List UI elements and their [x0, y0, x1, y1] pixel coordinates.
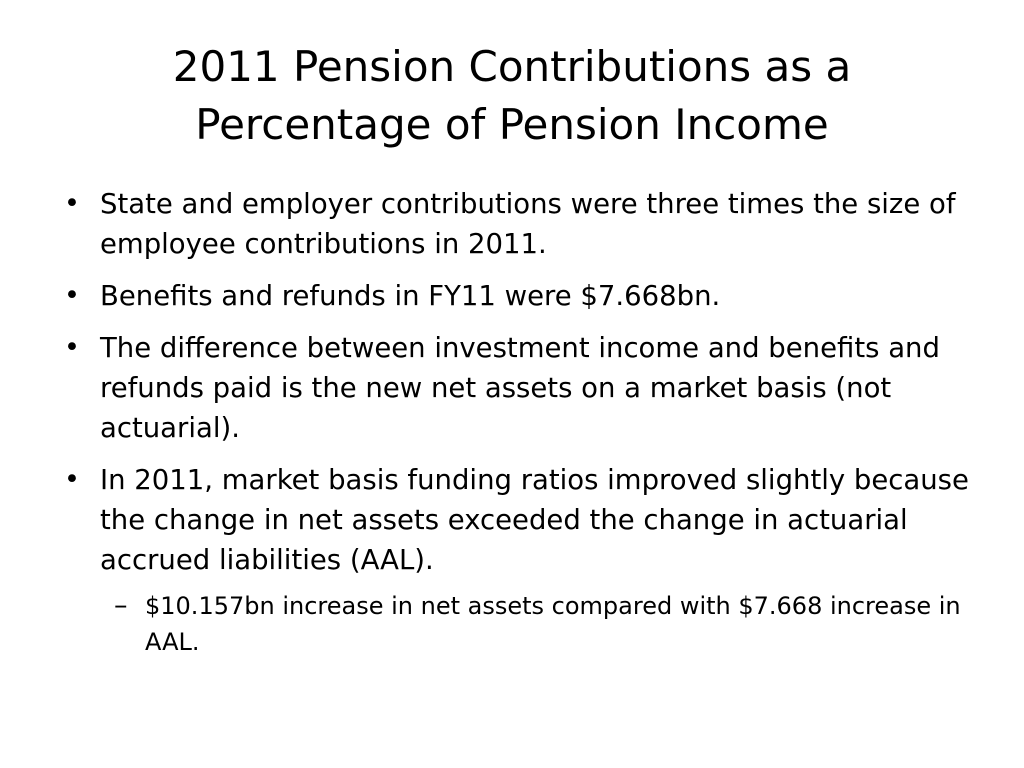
bullet-list	[50, 184, 980, 672]
bullet-dot-icon: •	[64, 188, 80, 219]
slide-title	[60, 38, 964, 154]
bullet-item	[50, 276, 980, 316]
bullet-dot-icon: •	[64, 332, 80, 363]
bullet-item	[50, 184, 980, 264]
bullet-text: The difference between investment income and benefits and refunds paid is the new net assets on a market basis (not actuarial).	[100, 332, 940, 444]
dash-bullet-icon: –	[114, 590, 128, 621]
slide-title-line-2: Percentage of Pension Income	[195, 100, 829, 149]
sub-bullet-list	[100, 588, 980, 660]
bullet-dot-icon: •	[64, 464, 80, 495]
sub-bullet-text: $10.157bn increase in net assets compared with $7.668 increase in AAL.	[145, 592, 961, 656]
bullet-text: In 2011, market basis funding ratios improved slightly because the change in net assets exceeded the change in actuarial accrued liabilities (AAL).	[100, 464, 969, 576]
slide-title-line-1: 2011 Pension Contributions as a	[172, 42, 852, 91]
bullet-text: State and employer contributions were three times the size of employee contributions in 2011.	[100, 188, 956, 260]
bullet-item	[50, 328, 980, 448]
bullet-text: Benefits and refunds in FY11 were $7.668bn.	[100, 280, 721, 312]
bullet-dot-icon: •	[64, 280, 80, 311]
sub-bullet-item	[100, 588, 980, 660]
bullet-item	[50, 460, 980, 660]
